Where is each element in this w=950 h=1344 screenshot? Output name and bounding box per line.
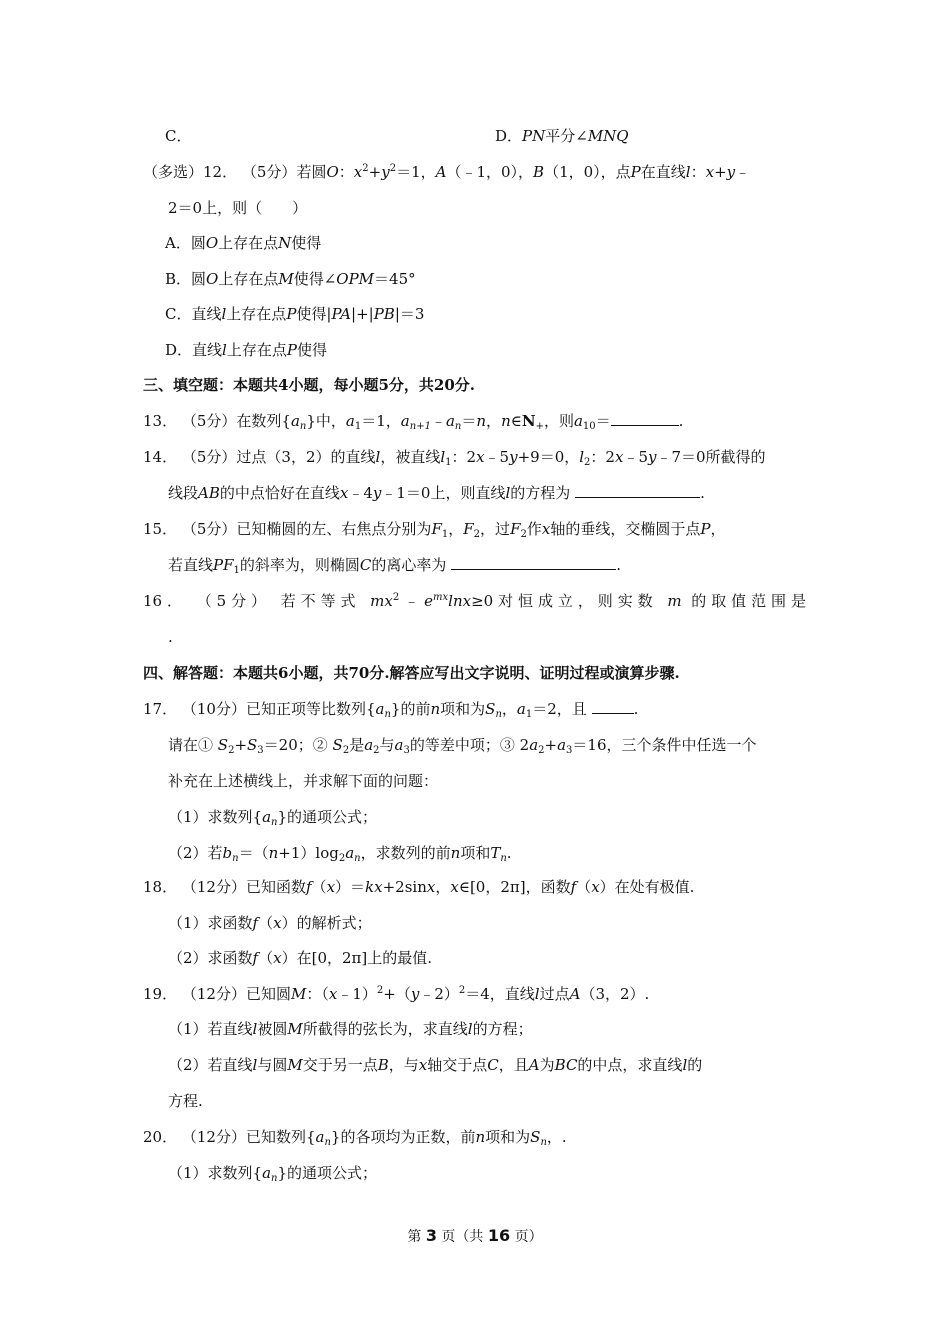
q19-part-1: （1）若直线l被圆M所截得的弦长为，求直线l的方程； xyxy=(168,1020,533,1038)
q17-part-2: （2）若$b_n=(n+1)\log_2a_n$，求数列的前n项和$T_n$. xyxy=(168,844,512,864)
q12-option-d: D．直线l上存在点P使得 xyxy=(165,341,327,359)
q17-stem: 17． （10分）已知正项等比数列$\{a_n\}$的前n项和为$S_n$，$a_1=2$，且 . xyxy=(143,700,639,720)
q12-option-c: C．直线l上存在点P使得|PA|+|PB|＝3 xyxy=(165,305,425,323)
q20-stem: 20． （12分）已知数列$\{a_n\}$的各项均为正数，前n项和为$S_n$，. xyxy=(143,1128,567,1148)
q17-condition-blank[interactable] xyxy=(592,699,634,714)
q19-part-2-line2: 方程. xyxy=(168,1092,203,1110)
q17-conditions: 请在① $S_2+S_3=20$；② $S_2$是$a_2$与$a_3$的等差中项；③ $2a_2+a_3=16$，三个条件中任选一个 xyxy=(168,736,757,756)
q11-option-d: D．PN平分∠MNQ xyxy=(495,127,629,145)
q12-stem: （多选）12． （5分）若圆O：$x^2+y^2=1$，A（﹣1，0），B（1，0），点P在直线l：x+y﹣ xyxy=(143,163,751,181)
q13-answer-blank[interactable] xyxy=(611,411,679,426)
page-footer: 第 3 页（共 16 页） xyxy=(407,1226,543,1245)
page-number: 3 xyxy=(425,1226,437,1245)
q18-stem: 18． （12分）已知函数f（x）＝kx+2sinx，x∈[0，2π]，函数f（x）在处有极值. xyxy=(143,878,695,896)
q18-part-1: （1）求函数f（x）的解析式； xyxy=(168,914,372,932)
q16-stem-line2: . xyxy=(168,628,173,646)
q19-stem: 19． （12分）已知圆M：（x﹣1）$^2$+（y﹣2）$^2$＝4，直线l过点A（3，2）. xyxy=(143,985,650,1003)
q14-answer-blank[interactable] xyxy=(575,483,700,498)
q13-stem: 13． （5分）在数列$\{a_n\}$中，$a_1=1$，$a_{n+1}﹣a_n=n$，$n\in N_+$，则$a_{10}=$ . xyxy=(143,412,684,432)
q15-stem: 15． （5分）已知椭圆的左、右焦点分别为$F_1$，$F_2$，过$F_2$作x轴的垂线，交椭圆于点P， xyxy=(143,520,726,540)
q15-stem-line2: 若直线$PF_1$的斜率为，则椭圆C的离心率为 . xyxy=(168,556,621,576)
q18-part-2: （2）求函数f（x）在[0，2π]上的最值. xyxy=(168,949,433,967)
q12-option-b: B．圆O上存在点M使得∠OPM＝45° xyxy=(165,270,416,288)
q17-part-1: （1）求数列$\{a_n\}$的通项公式； xyxy=(168,808,378,828)
q14-stem: 14． （5分）过点（3，2）的直线l，被直线$l_1$：2x﹣5y+9＝0，$l_2$：2x﹣5y﹣7＝0所截得的 xyxy=(143,448,766,468)
q12-stem-line2: 2＝0上，则（ ） xyxy=(168,199,308,217)
q19-part-2: （2）若直线l与圆M交于另一点B，与x轴交于点C，且A为BC的中点，求直线l的 xyxy=(168,1056,703,1074)
section-3-heading: 三、填空题：本题共4小题，每小题5分，共20分. xyxy=(143,376,475,394)
q16-stem: 16． （5分） 若不等式 $mx^2﹣e^{mx}\ln x\ge 0$对恒成立，则实数 m 的取值范围是 xyxy=(143,592,806,610)
section-4-heading: 四、解答题：本题共6小题，共70分.解答应写出文字说明、证明过程或演算步骤. xyxy=(143,664,680,682)
page-total: 16 xyxy=(487,1226,511,1245)
q12-option-a: A．圆O上存在点N使得 xyxy=(165,234,322,252)
q15-answer-blank[interactable] xyxy=(451,555,616,570)
q17-instruction: 补充在上述横线上，并求解下面的问题： xyxy=(168,772,439,790)
q20-part-1: （1）求数列$\{a_n\}$的通项公式； xyxy=(168,1164,378,1184)
q14-stem-line2: 线段AB的中点恰好在直线x﹣4y﹣1＝0上，则直线l的方程为 . xyxy=(168,484,705,502)
q11-option-c: C． xyxy=(165,127,192,145)
